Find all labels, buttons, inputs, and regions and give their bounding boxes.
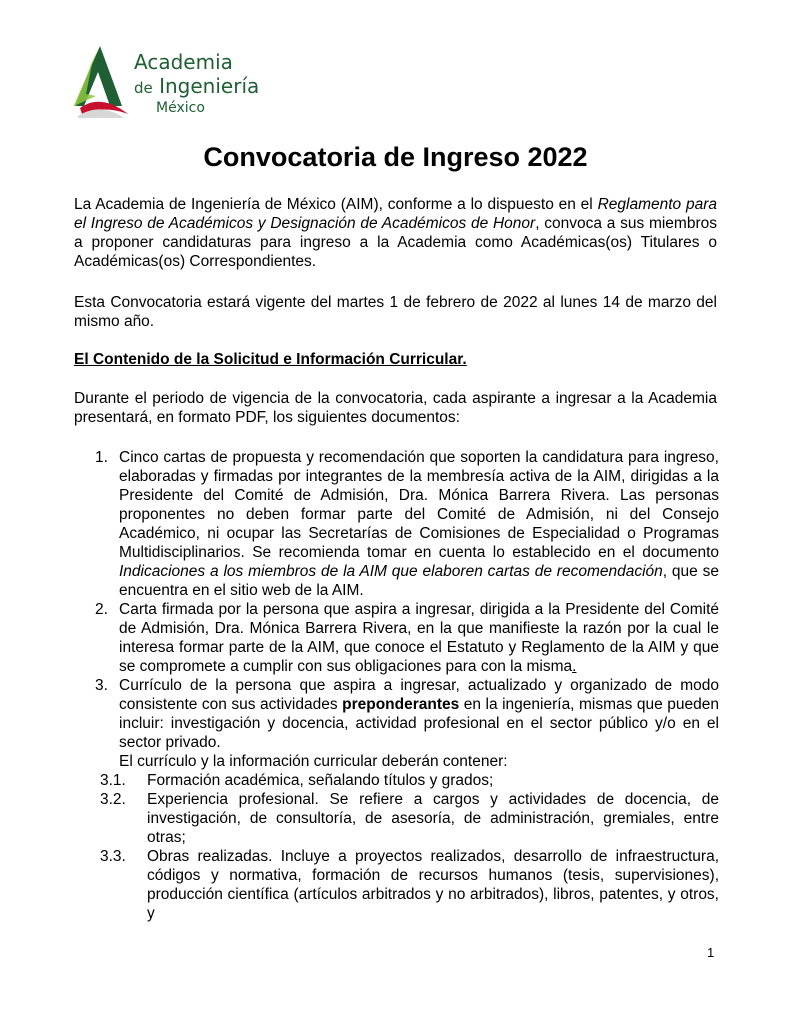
sub-item-number: 3.1. (100, 772, 126, 789)
sub-item-text: Formación académica, señalando títulos y grados; (147, 772, 494, 789)
list-item (74, 448, 719, 600)
requirements-list (74, 448, 719, 923)
sub-item-number: 3.2. (100, 791, 126, 808)
logo-emblem-icon (70, 44, 132, 120)
list-item (74, 600, 719, 676)
logo-line-2 (134, 76, 259, 96)
logo-line-2-prefix: de (134, 79, 153, 97)
list-item-text: Carta firmada por la persona que aspira a ingresar, dirigida a la Presidente del Comité de Admisión, Dra. Mónica Barrera Rivera, en la que manifieste la razón por la cual le interesa formar parte de la AIM, que conoce el Estatuto y Reglamento de la AIM y que se compromete a cumplir con sus obligaciones para con la misma (119, 601, 719, 675)
sub-list-item (74, 771, 719, 790)
curriculum-contents-label: El currículo y la información curricular deberán contener: (119, 753, 508, 770)
list-item (74, 676, 719, 771)
sub-item-number: 3.3. (100, 848, 126, 865)
sub-list-item (74, 790, 719, 847)
emphasis-preponderantes: preponderantes (342, 696, 460, 713)
list-item-number: 1. (95, 449, 108, 466)
documents-intro-paragraph: Durante el periodo de vigencia de la convocatoria, cada aspirante a ingresar a la Academia presentará, en formato PDF, los siguientes documentos: (74, 390, 717, 426)
recommendation-guide-title: Indicaciones a los miembros de la AIM que elaboren cartas de recomendación (119, 563, 663, 580)
sub-item-text: Obras realizadas. Incluye a proyectos realizados, desarrollo de infraestructura, códigos y normativa, formación de recursos humanos (tesis, supervisiones), producción científica (artículos arbitrados y no arbitrados), libros, patentes, y otros, y (147, 848, 719, 922)
page-title: Convocatoria de Ingreso 2022 (203, 142, 588, 172)
list-item-text: Currículo de la persona que aspira a ingresar, actualizado y organizado de modo consistente con sus actividades (119, 677, 719, 713)
sub-item-text: Experiencia profesional. Se refiere a cargos y actividades de docencia, de investigación, de consultoría, de asesoría, de administración, gremiales, entre otras; (147, 791, 719, 846)
logo-line-1: Academia (134, 50, 233, 74)
logo-line-3: México (156, 100, 205, 116)
list-item-text-end: en la ingeniería, mismas que pueden incluir: investigación y docencia, actividad profesional en el sector público y/o en el sector privado. (119, 696, 720, 751)
list-item-number: 3. (95, 677, 108, 694)
list-item-text: Cinco cartas de propuesta y recomendación que soporten la candidatura para ingreso, elaboradas y firmadas por integrantes de la membresía activa de la AIM, dirigidas a la Presidente del Comité de Admisión, Dra. Mónica Barrera Rivera. Las personas proponentes no deben formar parte del Comité de Admisión, ni del Consejo Académico, ni ocupar las Secretarías de Comisiones de Especialidad o Programas Multidisciplinarios. Se recomienda tomar en cuenta lo establecido en el documento (119, 449, 719, 561)
intro-paragraph (74, 195, 717, 271)
intro-text-c: , convoca a sus miembros a proponer candidaturas para ingreso a la Academia como Académicas(os) Titulares o Académicas(os) Correspondientes. (74, 215, 717, 270)
page-number: 1 (707, 945, 715, 960)
intro-text-a: La Academia de Ingeniería de México (AIM), conforme a lo dispuesto en el (74, 196, 598, 213)
logo-line-2-main: Ingeniería (159, 74, 260, 98)
list-item-text-end: , que se encuentra en el sitio web de la AIM. (119, 563, 719, 599)
list-item-number: 2. (95, 601, 108, 618)
logo-wordmark (134, 52, 259, 115)
regulation-title: Reglamento para el Ingreso de Académicos y Designación de Académicos de Honor (74, 196, 717, 232)
list-item-period: . (572, 658, 577, 675)
academia-logo (70, 44, 270, 124)
sub-list-item (74, 847, 719, 923)
validity-paragraph: Esta Convocatoria estará vigente del martes 1 de febrero de 2022 al lunes 14 de marzo del mismo año. (74, 294, 717, 330)
section-heading: El Contenido de la Solicitud e Información Curricular. (74, 351, 467, 368)
